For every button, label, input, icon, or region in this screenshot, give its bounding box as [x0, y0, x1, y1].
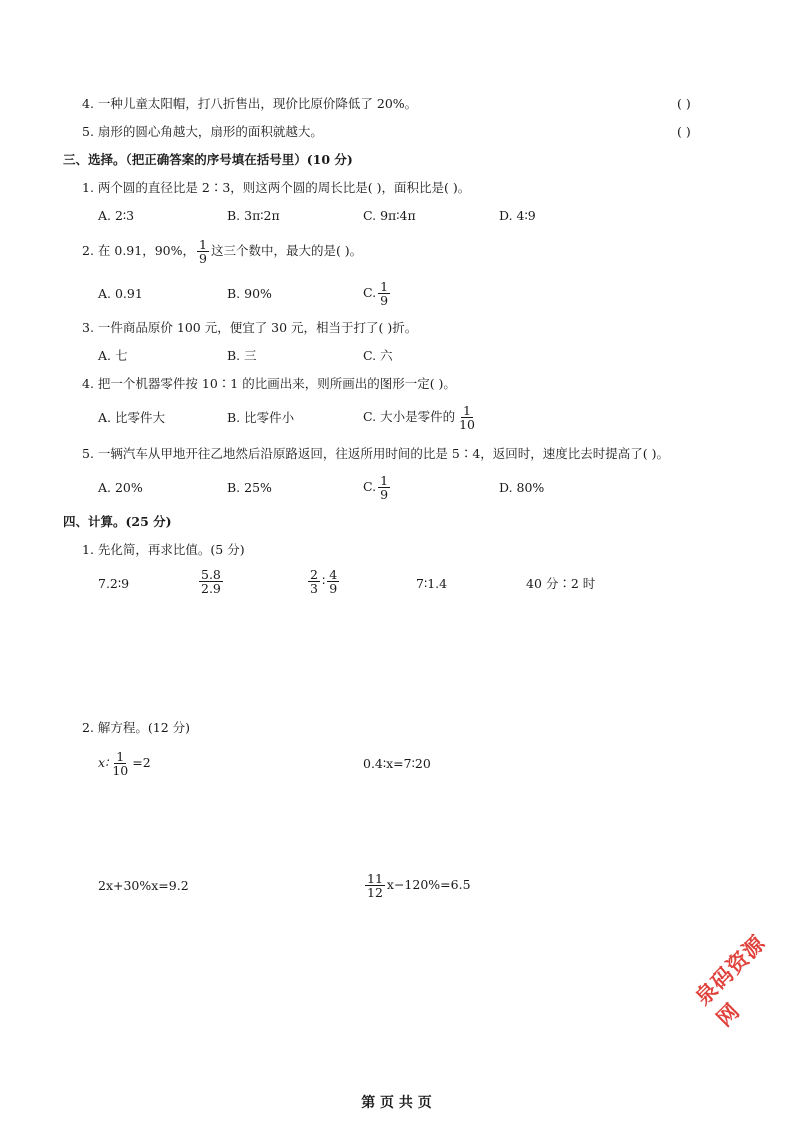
- choice-q1-b: B. 3π∶2π: [227, 208, 280, 223]
- fraction: $\frac{5.8}{2.9}$: [201, 567, 221, 596]
- page-footer: 第 页 共 页: [361, 1095, 432, 1111]
- choice-q3-c: C. 六: [363, 348, 393, 363]
- choice-q5-c: C. $\frac{1}{9}$: [363, 473, 389, 502]
- section-choice-title: 三、选择。（把正确答案的序号填在括号里）(10 分): [63, 152, 353, 167]
- answer-paren-4: ( ): [677, 96, 691, 111]
- choice-q4-c: C. 大小是零件的 $\frac{1}{10}$: [363, 403, 475, 432]
- judge-item-4: 4. 一种儿童太阳帽，打八折售出，现价比原价降低了 20%。: [82, 96, 418, 111]
- choice-q2-stem-post: 这三个数中，最大的是( )。: [210, 243, 363, 258]
- calc-part2-title: 2. 解方程。(12 分): [82, 720, 191, 735]
- choice-q2-c: C. $\frac{1}{9}$: [363, 279, 389, 308]
- equation-4: $\frac{11}{12}$ x−120%=6.5: [367, 871, 471, 900]
- choice-q3-stem: 3. 一件商品原价 100 元，便宜了 30 元，相当于打了( )折。: [82, 320, 418, 335]
- choice-q4-a: A. 比零件大: [98, 410, 165, 425]
- choice-q1-d: D. 4∶9: [499, 208, 536, 223]
- choice-q2-stem-pre: 2. 在 0.91，90%，: [82, 243, 195, 258]
- ratio-expr-4: 7∶1.4: [416, 576, 448, 591]
- fraction: $\frac{1}{9}$: [380, 473, 389, 502]
- choice-q4-stem: 4. 把一个机器零件按 10∶1 的比画出来，则所画出的图形一定( )。: [82, 376, 456, 391]
- ratio-expr-1: 7.2∶9: [98, 576, 130, 591]
- calc-part1-title: 1. 先化简，再求比值。(5 分): [82, 542, 245, 557]
- watermark: 泉码资源网: [690, 930, 771, 1032]
- choice-q3-b: B. 三: [227, 348, 257, 363]
- answer-paren-5: ( ): [677, 124, 691, 139]
- choice-q5-stem: 5. 一辆汽车从甲地开往乙地然后沿原路返回，往返所用时间的比是 5∶4，返回时，速度比去时提高了( )。: [82, 446, 670, 461]
- fraction: $\frac{1}{9}$: [199, 237, 207, 266]
- choice-q5-d: D. 80%: [499, 480, 545, 495]
- choice-q4-b: B. 比零件小: [227, 410, 295, 425]
- fraction: $\frac{2}{3}$: [310, 567, 318, 596]
- choice-q3-a: A. 七: [98, 348, 128, 363]
- equation-1: x∶ $\frac{1}{10}$ =2: [98, 749, 151, 778]
- fraction: $\frac{11}{12}$: [367, 871, 383, 900]
- choice-q2-b: B. 90%: [227, 286, 272, 301]
- ratio-expr-5: 40 分∶2 时: [526, 576, 596, 591]
- choice-q2-stem: [82, 236, 362, 266]
- choice-q5-b: B. 25%: [227, 480, 272, 495]
- choice-q1-stem: 1. 两个圆的直径比是 2∶3，则这两个圆的周长比是( )，面积比是( )。: [82, 180, 471, 195]
- ratio-expr-3: $\frac{2}{3}$ ∶ $\frac{4}{9}$: [310, 567, 338, 596]
- judge-item-5: 5. 扇形的圆心角越大，扇形的面积就越大。: [82, 124, 323, 139]
- fraction: $\frac{4}{9}$: [329, 567, 338, 596]
- choice-q2-a: A. 0.91: [98, 286, 143, 301]
- fraction: $\frac{1}{10}$: [112, 749, 129, 778]
- choice-q1-c: C. 9π∶4π: [363, 208, 416, 223]
- choice-q5-a: A. 20%: [98, 480, 143, 495]
- equation-3: 2x+30%x=9.2: [98, 878, 189, 893]
- fraction: $\frac{1}{10}$: [459, 403, 475, 432]
- ratio-expr-2: [197, 566, 225, 596]
- section-calc-title: 四、计算。(25 分): [63, 514, 172, 529]
- fraction: $\frac{1}{9}$: [380, 279, 389, 308]
- choice-q1-a: A. 2∶3: [98, 208, 135, 223]
- equation-2: 0.4∶x=7∶20: [363, 756, 431, 771]
